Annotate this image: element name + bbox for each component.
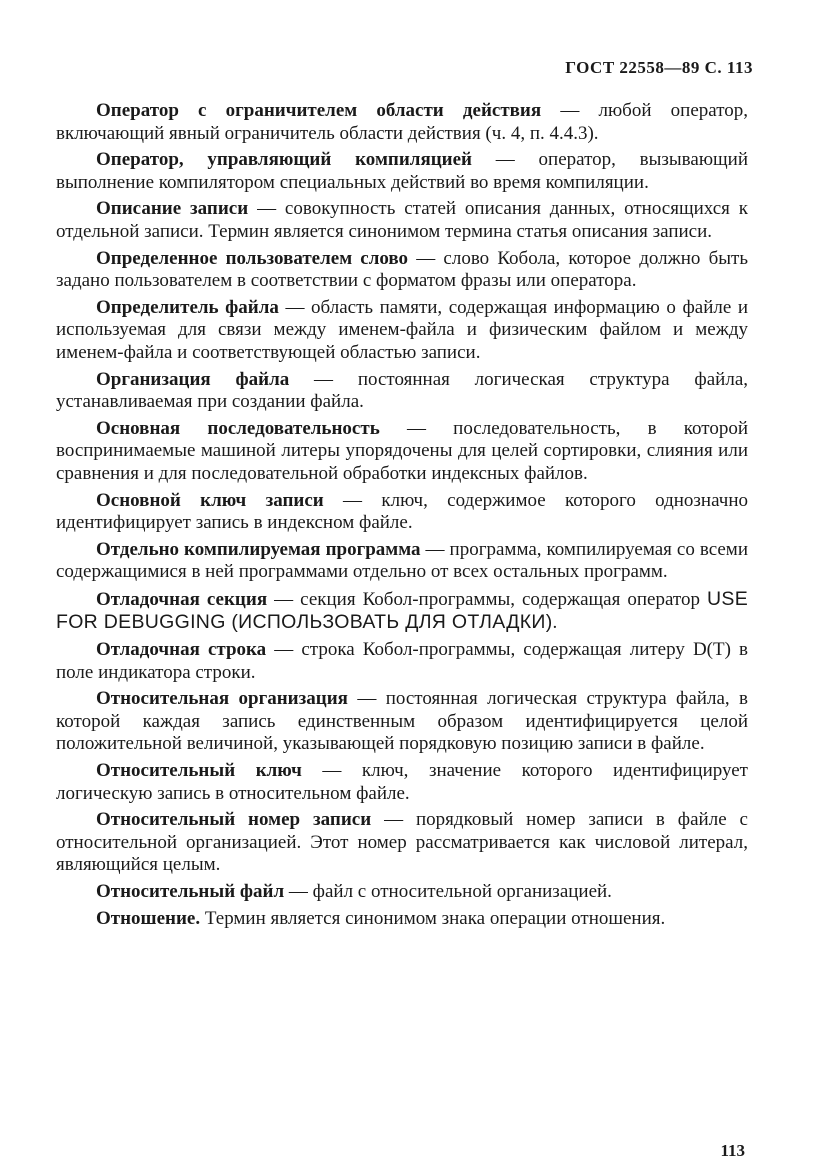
glossary-entry [56, 639, 748, 684]
entry-term: Относительный номер записи [96, 809, 372, 831]
glossary-entry [56, 809, 748, 877]
page-header: ГОСТ 22558—89 С. 113 [565, 58, 753, 77]
glossary-entry [56, 760, 748, 805]
glossary-entry [56, 248, 748, 293]
entry-definition: — строка Кобол-программы, содержащая литеру D(T) в поле индикатора строки. [56, 639, 748, 683]
entry-definition: — секция Кобол-программы, содержащая оператор [267, 588, 707, 610]
entry-term: Отладочная строка [96, 639, 267, 661]
entry-definition: — область памяти, содержащая информацию о файле и используемая для связи между именем-файла и физическим файлом и между именем-файла и соответствующей областью записи. [56, 296, 749, 363]
entry-definition: — любой оператор, включающий явный ограничитель области действия (ч. 4, п. 4.4.3). [56, 100, 749, 144]
entry-term: Определитель файла [96, 296, 279, 318]
entry-definition: — совокупность статей описания данных, относящихся к отдельной записи. Термин является синонимом термина статья описания записи. [56, 198, 749, 242]
entry-term: Определенное пользователем слово [96, 247, 409, 269]
entry-term: Организация файла [96, 368, 290, 390]
entry-definition: — последовательность, в которой воспринимаемые машиной литеры упорядочены для целей сортировки, слияния или сравнения и для последовательной обработки индексных файлов. [56, 417, 749, 484]
glossary-entry [56, 688, 748, 756]
glossary-entry [56, 881, 748, 904]
entry-definition: — постоянная логическая структура файла, устанавливаемая при создании файла. [56, 368, 748, 413]
entry-definition: — программа, компилируемая со всеми содержащимися в ней программами отдельно от всех остальных программ. [56, 538, 748, 583]
entry-definition: — постоянная логическая структура файла, в которой каждая запись единственным образом идентифицируется целой положительной величиной, указывающей порядковую позицию записи в файле. [56, 688, 748, 755]
entry-term: Относительная организация [96, 688, 348, 710]
entry-code: USE FOR DEBUGGING (ИСПОЛЬЗОВАТЬ ДЛЯ ОТЛАДКИ) [56, 587, 748, 634]
entry-term: Оператор с ограничителем области действия [96, 100, 542, 121]
glossary-entry [56, 100, 748, 145]
entry-definition: — слово Кобола, которое должно быть задано пользователем в соответствии с форматом фразы или оператора. [56, 247, 748, 292]
entry-term: Оператор, управляющий компиляцией [96, 149, 472, 171]
entry-term: Относительный ключ [96, 760, 302, 782]
entry-term: Отношение. [96, 907, 201, 929]
entry-term: Основная последовательность [96, 417, 380, 439]
glossary-entry [56, 539, 748, 584]
glossary-entry [56, 418, 748, 486]
entry-definition: — ключ, значение которого идентифицирует логическую запись в относительном файле. [56, 760, 748, 804]
glossary-entry [56, 149, 748, 194]
glossary-entry [56, 490, 748, 535]
entry-term: Отдельно компилируемая программа [96, 538, 421, 560]
glossary-body [56, 100, 748, 934]
glossary-entry [56, 198, 748, 243]
glossary-entry [56, 369, 748, 414]
glossary-entry [56, 588, 748, 635]
entry-term: Относительный файл [96, 881, 285, 902]
entry-tail: . [552, 612, 558, 634]
entry-definition: — порядковый номер записи в файле с относительной организацией. Этот номер рассматривается как числовой литерал, являющийся целым. [56, 809, 748, 876]
entry-definition: — файл с относительной организацией. [284, 881, 612, 902]
entry-term: Описание записи [96, 198, 249, 220]
glossary-entry [56, 908, 748, 931]
entry-definition: — ключ, содержимое которого однозначно идентифицирует запись в индексном файле. [56, 489, 748, 534]
glossary-entry [56, 297, 748, 365]
entry-term: Основной ключ записи [96, 489, 324, 511]
entry-definition: — оператор, вызывающий выполнение компилятором специальных действий во время компиляции. [56, 149, 749, 193]
entry-term: Отладочная секция [96, 588, 268, 610]
entry-definition: Термин является синонимом знака операции отношения. [200, 907, 666, 929]
page-number: 113 [720, 1141, 745, 1160]
